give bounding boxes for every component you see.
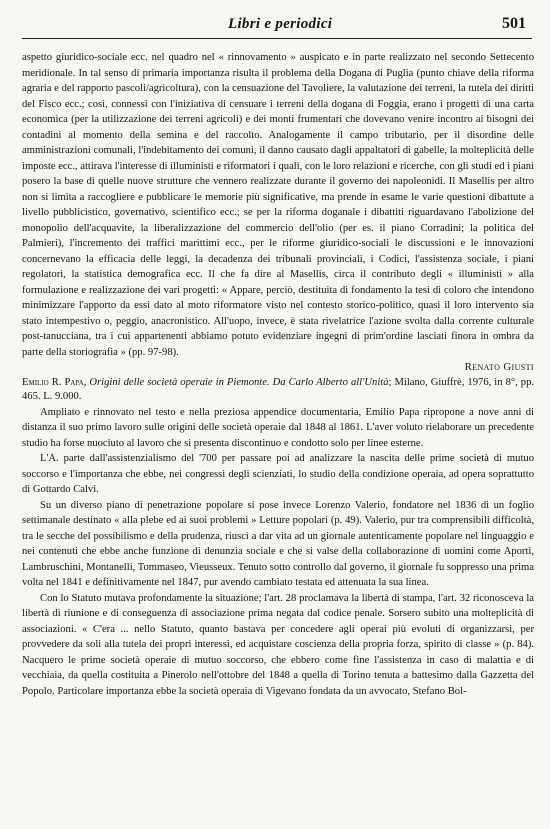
header-rule bbox=[22, 38, 532, 39]
section-title: Libri e periodici bbox=[228, 16, 333, 32]
book-author: Emilio R. Papa bbox=[22, 376, 84, 388]
page-number: 501 bbox=[502, 15, 526, 32]
running-header bbox=[22, 14, 532, 36]
review-paragraph: Ampliato e rinnovato nel testo e nella preziosa appendice documentaria, Emilio Papa ripropone a nove anni di distanza il suo primo lavoro sulle origini delle società operaie dal 1848 al 1861. L'aver voluto rielaborare un precedente studio ha forse nuociuto al lavoro che si presenta discontinuo e condotto solo per linee esterne. bbox=[22, 406, 534, 449]
review-paragraph: Su un diverso piano di penetrazione popolare si pose invece Lorenzo Valerio, fondatore nel 1836 di un foglio settimanale destinato « alla plebe ed ai suoi problemi » Letture popolari (p. 49). Valerio, pur tra comprensibili difficoltà, tra le secche del possibilismo e della prudenza, riuscì a dar vita ad un giornale autenticamente popolare nel linguaggio e nei contenuti che ebbe anche funzione di denunzia sociale e che si valse della collaborazione di uomini come Aporti, Lambruschini, Montanelli, Tommaseo, Vieusseux. Tenuto sotto controllo dal governo, il giornale fu soppresso una prima volta nel 1841 e definitivamente nel 1847, pur avendo cambiato testata ed attenuata la sua linea. bbox=[22, 499, 534, 588]
book-publication: ; Milano, Giuffrè, 1976, in 8°, pp. 465. L. 9.000. bbox=[22, 376, 535, 402]
review-paragraph: aspetto giuridico-sociale ecc. nel quadro nel « rinnovamento » auspicato e in parte realizzato nel secondo Settecento meridionale. In tal senso di primaria importanza risulta il problema della Dogana di Puglia (punto chiave della riforma agraria e del rapporto pascoli/agricoltura), con la censuazione del Tavoliere, la valutazione dei terreni, la tutela dei diritti del Fisco ecc.; così, connessi con l'iniziativa di censuare i terreni della dogana di Foggia, erano i progetti di una carta economica (per la utilizzazione dei terreni agricoli) e dei monti frumentari che dovevano venire incontro ai bisogni dei contadini al momento della semina e del raccolto. Analogamente il campo tributario, per il disordine delle amministrazioni comunali, l'indebitamento dei comuni, il danno causato dagli appaltatori di gabelle, la molteplicità delle imposte ecc., attirava l'interesse di illuministi e riformatori i quali, con le loro relazioni e ricerche, con gli studi ed i piani posero la base di quelle nuove strutture che vennero realizzate durante il governo dei napoleonidi. Il Masellis per altro non si limita a raccogliere e pubblicare le memorie più significative, ma prende in esame le varie questioni dibattute a livello pubblicistico, governativo, scientifico ecc.; se per la riforma doganale i dibattiti riguardavano l'abolizione del monopolio dell'acquavite, la liberalizzazione del commercio dell'olio (per es. il piano Corradini; la politica del Palmieri), l'incremento dei traffici marittimi ecc., per le riforme giuridico-sociali le discussioni e le innovazioni concernevano la efficacia delle leggi, la decadenza dei tribunali provinciali, i Codici, l'assistenza sociale, i piani regolatori, la statistica demografica ecc. Il che fa dire al Masellis, circa il contributo degli « illuministi » alla formulazione e realizzazione dei vari progetti: « Appare, perciò, destituita di fondamento la tesi di coloro che intendono minimizzare l'apporto da essi dato al moto riformatore visto nel contesto storico-politico, quasi il loro intervento sia stato intempestivo o, peggio, anacronistico. All'uopo, invece, è stata rivelatrice l'azione svolta dalla corrente culturale post-tanucciana, tra i cui appartenenti abbiamo potuto evidenziare ingegni di prim'ordine lasciati finora in ombra da parte della storiografia » (pp. 97-98). bbox=[22, 52, 534, 358]
review-author: Renato Giusti bbox=[464, 361, 534, 373]
review-heading: Emilio R. Papa, Origini delle società operaie in Piemonte. Da Carlo Alberto all'Unità; Milano, Giuffrè, 1976, in 8°, pp. 465. L. 9.000. bbox=[22, 376, 535, 402]
review-paragraph: Con lo Statuto mutava profondamente la situazione; l'art. 28 proclamava la libertà di stampa, l'art. 32 riconosceva la libertà di riunione e di conseguenza di associazione prima negata dal codice penale. Sorsero subito una molteplicità di associazioni. « C'era ... nello Statuto, quanto bastava per concedere agli operai più evoluti di organizzarsi, per provvedere da soli alla tutela dei propri interessi, ed acquistare coscienza della propria forza, spirito di classe » (p. 84). Nacquero le prime società operaie di mutuo soccorso, che ebbero come fine l'assistenza in caso di malattia e di vecchiaia, da quella costituita a Pinerolo nell'ottobre del 1848 a quella di Torino tenuta a battesimo dalla Gazzetta del Popolo. Particolare importanza ebbe la società operaia di Vigevano fondata da un avvocato, Stefano Bol- bbox=[22, 592, 534, 697]
review-paragraph: L'A. parte dall'assistenzialismo del '700 per passare poi ad analizzare la nascita delle prime società di mutuo soccorso e l'importanza che ebbe, nei congressi degli scienziati, lo studio della condizione operaia, ad opera soprattutto di Gottardo Calvi. bbox=[22, 453, 534, 495]
book-title: Origini delle società operaie in Piemonte. Da Carlo Alberto all'Unità bbox=[89, 376, 389, 388]
page-body bbox=[22, 50, 534, 699]
